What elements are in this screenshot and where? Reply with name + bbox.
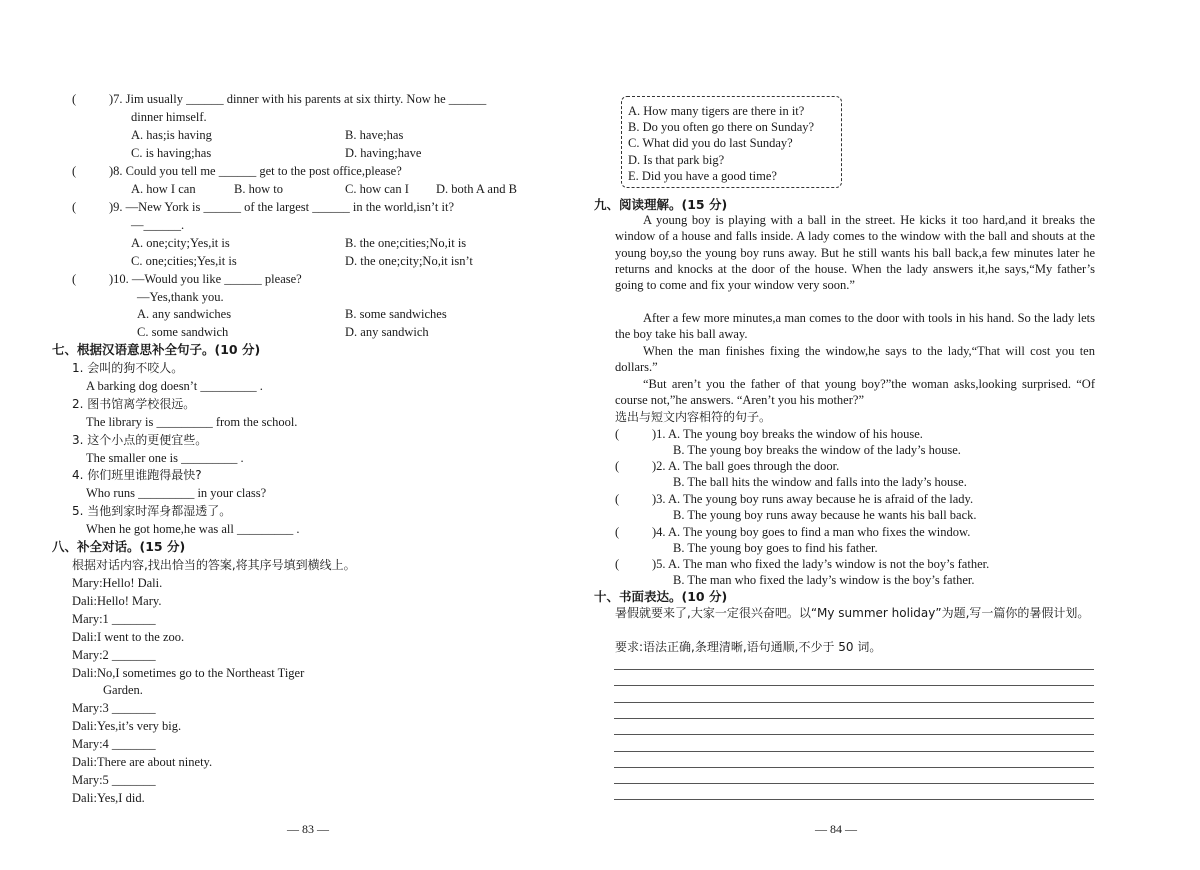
passage-paragraph-4: “But aren’t you the father of that young boy?”the woman asks,looking surprised. “Of course not,”he answers. “Aren’t you his mother?” (615, 377, 1095, 408)
q9-stem: )9. —New York is ______ of the largest ______ in the world,isn’t it? (109, 200, 455, 214)
s7-item5-cn: 5. 当他到家时浑身都湿透了。 (72, 504, 232, 518)
q10-option-b: B. some sandwiches (345, 307, 447, 321)
q9-option-b: B. the one;cities;No,it is (345, 236, 467, 250)
writing-line[interactable] (614, 685, 1094, 686)
section-8-instruction: 根据对话内容,找出恰当的答案,将其序号填到横线上。 (72, 558, 356, 572)
option-c: C. What did you do last Sunday? (628, 136, 793, 150)
writing-line[interactable] (614, 767, 1094, 768)
option-d: D. Is that park big? (628, 153, 725, 167)
q9-option-d: D. the one;city;No,it isn’t (345, 254, 473, 268)
q7-option-d: D. having;have (345, 146, 422, 160)
tf3-option-b: B. The young boy runs away because he wants his ball back. (673, 508, 977, 522)
dialog-line: Dali:Hello! Mary. (72, 594, 162, 608)
s7-item2-en[interactable]: The library is _________ from the school. (86, 415, 298, 429)
passage-paragraph-2: After a few more minutes,a man comes to the door with tools in his hand. So the lady lets the boy take his ball away. (615, 311, 1095, 342)
tf1-option-b: B. The young boy breaks the window of the lady’s house. (673, 443, 961, 457)
option-a: A. How many tigers are there in it? (628, 104, 805, 118)
q10-option-d: D. any sandwich (345, 325, 429, 339)
writing-line[interactable] (614, 734, 1094, 735)
q8-option-a: A. how I can (131, 182, 196, 196)
dialog-line: Dali:No,I sometimes go to the Northeast Tiger (72, 666, 305, 680)
dialog-line: Garden. (103, 683, 143, 697)
s7-item5-en[interactable]: When he got home,he was all _________ . (86, 522, 300, 536)
dialog-line: Dali:I went to the zoo. (72, 630, 185, 644)
q7-stem: )7. Jim usually ______ dinner with his parents at six thirty. Now he ______ (109, 92, 487, 106)
section-9-title: 九、阅读理解。(15 分) (594, 197, 728, 212)
q7-option-b: B. have;has (345, 128, 404, 142)
q10-stem-cont: —Yes,thank you. (137, 290, 224, 304)
dialog-line: Dali:Yes,I did. (72, 791, 145, 805)
tf3-paren[interactable]: ( (615, 492, 620, 506)
dialog-line: Mary:Hello! Dali. (72, 576, 163, 590)
s7-item3-en[interactable]: The smaller one is _________ . (86, 451, 244, 465)
tf5-option-a: )5. A. The man who fixed the lady’s window is not the boy’s father. (652, 557, 990, 571)
section-10-prompt: 暑假就要来了,大家一定很兴奋吧。以“My summer holiday”为题,写一篇你的暑假计划。 (615, 606, 1090, 620)
tf3-option-a: )3. A. The young boy runs away because he is afraid of the lady. (652, 492, 974, 506)
q10-option-c: C. some sandwich (137, 325, 229, 339)
tf1-paren[interactable]: ( (615, 427, 620, 441)
s7-item2-cn: 2. 图书馆离学校很远。 (72, 397, 196, 411)
q9-option-c: C. one;cities;Yes,it is (131, 254, 237, 268)
tf5-paren[interactable]: ( (615, 557, 620, 571)
page-number-right: — 84 — (815, 822, 857, 836)
q8-stem: )8. Could you tell me ______ get to the post office,please? (109, 164, 402, 178)
section-10-title: 十、书面表达。(10 分) (594, 589, 728, 604)
q8-option-b: B. how to (234, 182, 283, 196)
s7-item1-cn: 1. 会叫的狗不咬人。 (72, 361, 184, 375)
writing-line[interactable] (614, 718, 1094, 719)
section-7-title: 七、根据汉语意思补全句子。(10 分) (52, 342, 261, 357)
q10-paren[interactable]: ( (72, 272, 77, 286)
dialog-blank-5[interactable]: Mary:5 _______ (72, 773, 156, 787)
writing-line[interactable] (614, 783, 1094, 784)
tf2-paren[interactable]: ( (615, 459, 620, 473)
tf2-option-a: )2. A. The ball goes through the door. (652, 459, 840, 473)
q7-stem-cont: dinner himself. (131, 110, 207, 124)
q10-stem: )10. —Would you like ______ please? (109, 272, 302, 286)
dialog-blank-3[interactable]: Mary:3 _______ (72, 701, 156, 715)
page-number-left: — 83 — (287, 822, 329, 836)
q7-option-a: A. has;is having (131, 128, 212, 142)
passage-paragraph-3: When the man finishes fixing the window,he says to the lady,“That will cost you ten dollars.” (615, 344, 1095, 375)
tf2-option-b: B. The ball hits the window and falls into the lady’s house. (673, 475, 967, 489)
q8-option-d: D. both A and B (436, 182, 517, 196)
tf4-option-b: B. The young boy goes to find his father. (673, 541, 878, 555)
writing-line[interactable] (614, 799, 1094, 800)
tf5-option-b: B. The man who fixed the lady’s window is the boy’s father. (673, 573, 975, 587)
section-9-instruction: 选出与短文内容相符的句子。 (615, 410, 772, 424)
section-10-requirement: 要求:语法正确,条理清晰,语句通顺,不少于 50 词。 (615, 640, 882, 654)
q7-paren[interactable]: ( (72, 92, 77, 106)
dialog-line: Dali:There are about ninety. (72, 755, 213, 769)
writing-line[interactable] (614, 702, 1094, 703)
q8-option-c: C. how can I (345, 182, 409, 196)
q7-option-c: C. is having;has (131, 146, 212, 160)
s7-item4-en[interactable]: Who runs _________ in your class? (86, 486, 267, 500)
dialog-line: Dali:Yes,it’s very big. (72, 719, 182, 733)
tf4-paren[interactable]: ( (615, 525, 620, 539)
tf1-option-a: )1. A. The young boy breaks the window of his house. (652, 427, 923, 441)
writing-line[interactable] (614, 751, 1094, 752)
dialog-blank-2[interactable]: Mary:2 _______ (72, 648, 156, 662)
dialog-blank-1[interactable]: Mary:1 _______ (72, 612, 156, 626)
q8-paren[interactable]: ( (72, 164, 77, 178)
q9-stem-cont: —______. (131, 218, 185, 232)
writing-line[interactable] (614, 669, 1094, 670)
q10-option-a: A. any sandwiches (137, 307, 232, 321)
option-e: E. Did you have a good time? (628, 169, 777, 183)
q9-paren[interactable]: ( (72, 200, 77, 214)
s7-item4-cn: 4. 你们班里谁跑得最快? (72, 468, 202, 482)
s7-item3-cn: 3. 这个小点的更便宜些。 (72, 433, 208, 447)
tf4-option-a: )4. A. The young boy goes to find a man who fixes the window. (652, 525, 971, 539)
option-b: B. Do you often go there on Sunday? (628, 120, 815, 134)
passage-paragraph-1: A young boy is playing with a ball in the street. He kicks it too hard,and it breaks the window of a house and falls inside. A lady comes to the window with the ball and shouts at the young boy,so the young boy runs away. But he still wants his ball back,a few minutes later he returns and knocks at the door of the house. When the lady answers it,he says,“My father’s going to come and fix your window very soon.” (615, 213, 1095, 293)
q9-option-a: A. one;city;Yes,it is (131, 236, 230, 250)
s7-item1-en[interactable]: A barking dog doesn’t _________ . (86, 379, 263, 393)
dialog-blank-4[interactable]: Mary:4 _______ (72, 737, 156, 751)
section-8-title: 八、补全对话。(15 分) (52, 539, 186, 554)
